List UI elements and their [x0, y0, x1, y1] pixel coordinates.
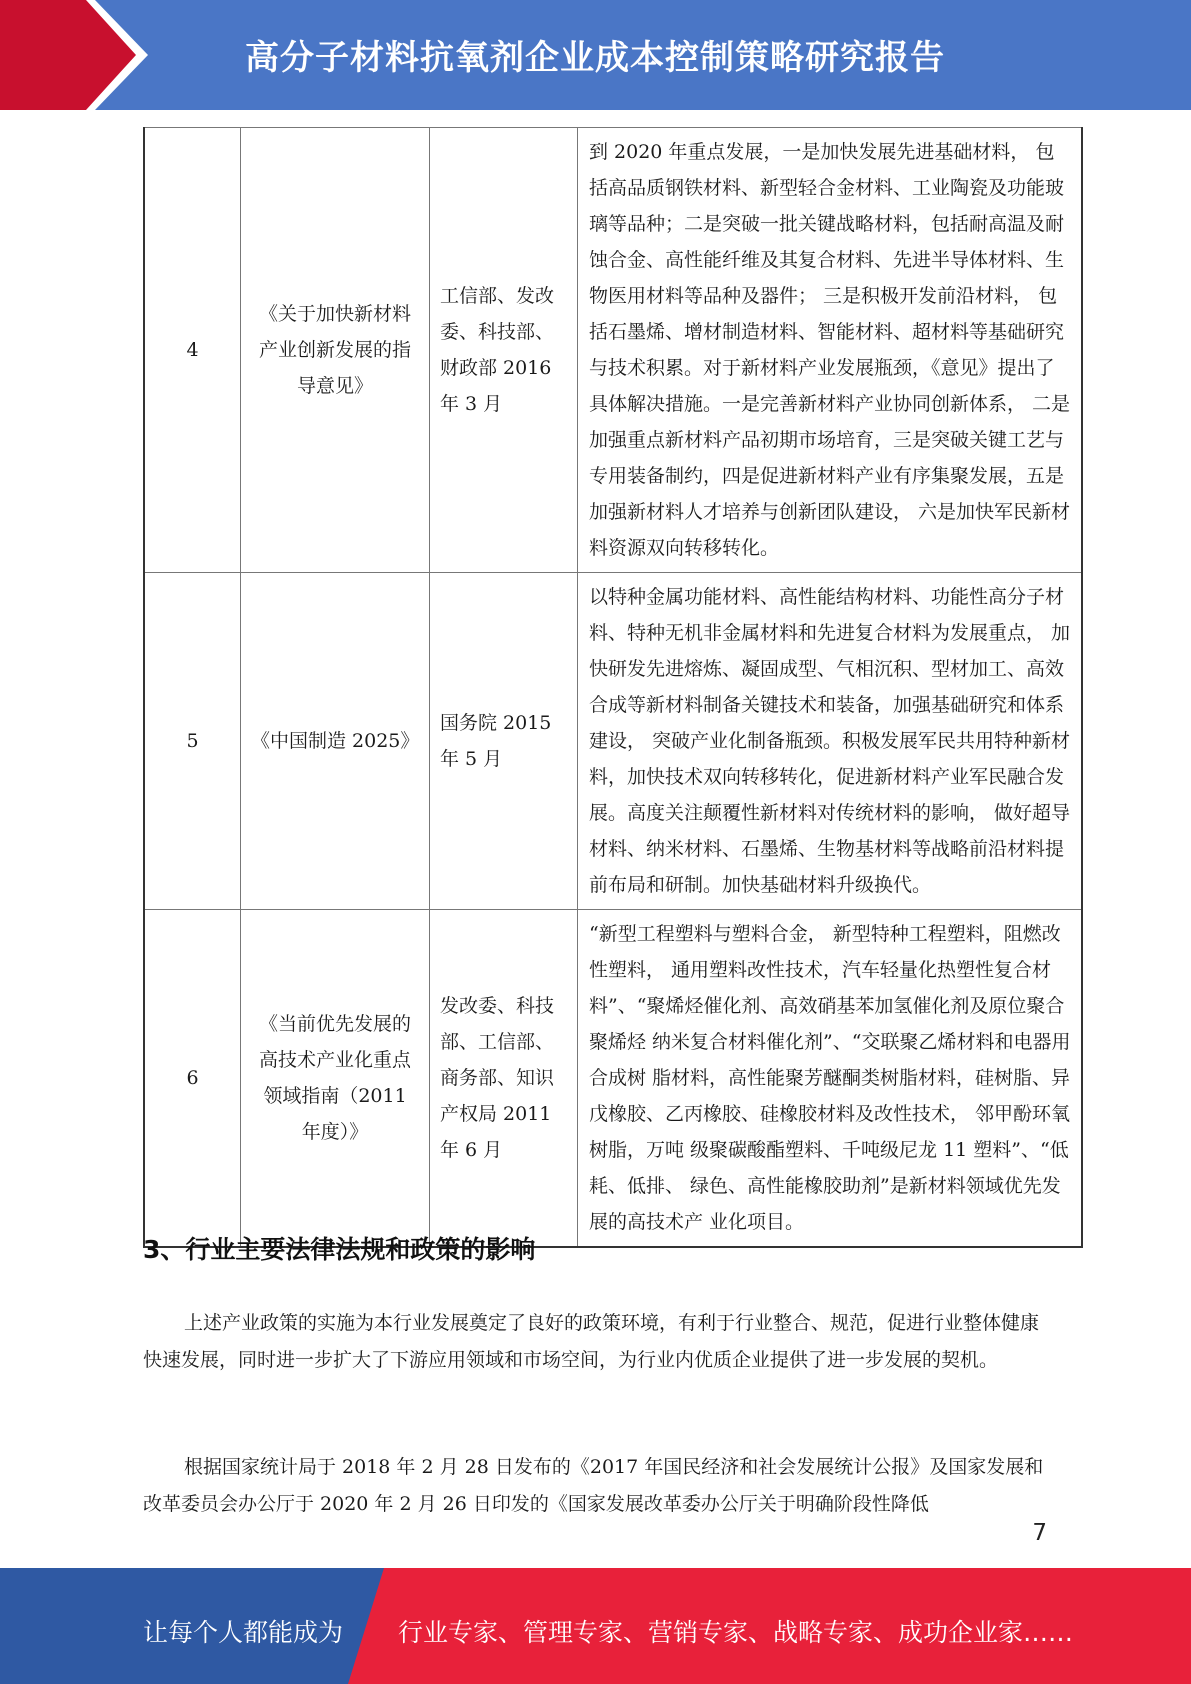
table-row [144, 128, 1082, 573]
policy-table [143, 127, 1083, 1248]
policy-name: 《当前优先发展的高技术产业化重点领域指南（2011 年度）》 [241, 910, 430, 1248]
issuing-department: 工信部、发改委、科技部、财政部 2016 年 3 月 [430, 128, 578, 573]
policy-name: 《中国制造 2025》 [241, 573, 430, 910]
issuing-department: 发改委、科技部、工信部、商务部、知识产权局 2011 年 6 月 [430, 910, 578, 1248]
page-footer [0, 1568, 1191, 1684]
report-title: 高分子材料抗氧剂企业成本控制策略研究报告 [245, 38, 945, 78]
page-number: 7 [1032, 1520, 1047, 1546]
footer-slogan-right: 行业专家、管理专家、营销专家、战略专家、成功企业家…… [398, 1618, 1074, 1647]
policy-content: “新型工程塑料与塑料合金， 新型特种工程塑料，阻燃改性塑料， 通用塑料改性技术，汽车轻量化热塑性复合材料”、“聚烯烃催化剂、高效硝基苯加氢催化剂及原位聚合聚烯烃 纳米复合材料催化剂”、“交联聚乙烯材料和电器用合成树 脂材料，高性能聚芳醚酮类树脂材料，硅树脂、异戊橡胶、乙丙橡胶、硅橡胶材料及改性技术， 邻甲酚环氧树脂，万吨 级聚碳酸酯塑料、千吨级尼龙 11 塑料”、“低耗、低排、 绿色、高性能橡胶助剂”是新材料领域优先发展的高技术产 业化项目。 [578, 910, 1083, 1248]
policy-content: 以特种金属功能材料、高性能结构材料、功能性高分子材料、特种无机非金属材料和先进复合材料为发展重点， 加快研发先进熔炼、凝固成型、气相沉积、型材加工、高效合成等新材料制备关键技术和装备，加强基础研究和体系建设， 突破产业化制备瓶颈。积极发展军民共用特种新材料，加快技术双向转移转化，促进新材料产业军民融合发展。高度关注颠覆性新材料对传统材料的影响， 做好超导材料、纳米材料、石墨烯、生物基材料等战略前沿材料提前布局和研制。加快基础材料升级换代。 [578, 573, 1083, 910]
row-number: 6 [144, 910, 241, 1248]
body-paragraph: 根据国家统计局于 2018 年 2 月 28 日发布的《2017 年国民经济和社会发展统计公报》及国家发展和改革委员会办公厅于 2020 年 2 月 26 日印发的《国家发展改革委办公厅关于明确阶段性降低 [143, 1456, 1044, 1515]
table-row [144, 573, 1082, 910]
header-red-arrow-decoration [0, 0, 160, 110]
policy-content: 到 2020 年重点发展，一是加快发展先进基础材料， 包括高品质钢铁材料、新型轻合金材料、工业陶瓷及功能玻璃等品种；二是突破一批关键战略材料，包括耐高温及耐蚀合金、高性能纤维及其复合材料、先进半导体材料、生物医用材料等品种及器件； 三是积极开发前沿材料， 包括石墨烯、增材制造材料、智能材料、超材料等基础研究与技术积累。对于新材料产业发展瓶颈，《意见》提出了具体解决措施。一是完善新材料产业协同创新体系， 二是加强重点新材料产品初期市场培育，三是突破关键工艺与专用装备制约，四是促进新材料产业有序集聚发展，五是加强新材料人才培养与创新团队建设， 六是加快军民新材料资源双向转移转化。 [578, 128, 1083, 573]
section-heading: 3、行业主要法律法规和政策的影响 [143, 1235, 536, 1264]
page-header [0, 0, 1191, 110]
row-number: 4 [144, 128, 241, 573]
table-row [144, 910, 1082, 1248]
row-number: 5 [144, 573, 241, 910]
footer-slogan-left: 让每个人都能成为 [143, 1618, 344, 1647]
body-paragraph: 上述产业政策的实施为本行业发展奠定了良好的政策环境，有利于行业整合、规范，促进行业整体健康快速发展，同时进一步扩大了下游应用领域和市场空间，为行业内优质企业提供了进一步发展的契机。 [143, 1312, 1040, 1371]
policy-name: 《关于加快新材料产业创新发展的指导意见》 [241, 128, 430, 573]
issuing-department: 国务院 2015 年 5 月 [430, 573, 578, 910]
